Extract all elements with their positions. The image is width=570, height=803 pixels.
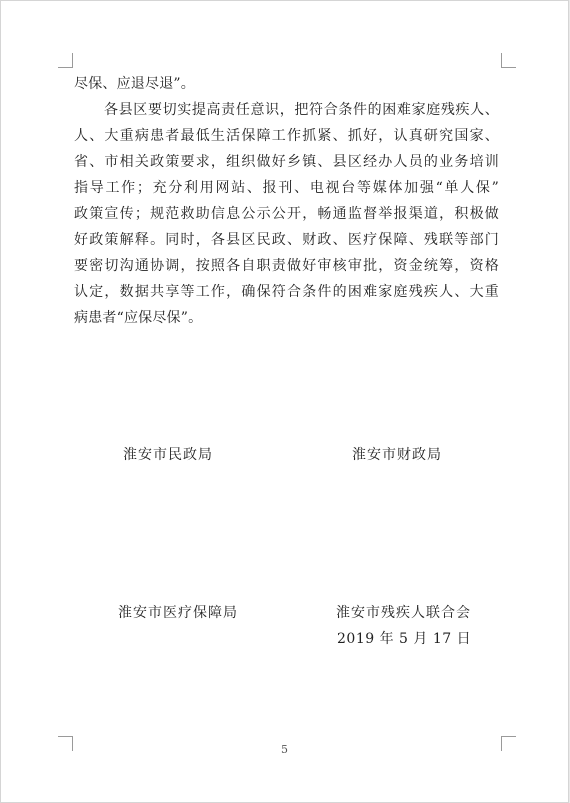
body-line-3: 人、大重病患者最低生活保障工作抓紧、抓好，认真研究国家、: [74, 128, 499, 144]
body-line-4: 省、市相关政策要求，组织做好乡镇、县区经办人员的业务培训: [74, 154, 499, 170]
body-line-8: 要密切沟通协调，按照各自职责做好审核审批，资金统筹，资格: [74, 258, 499, 274]
body-line-7: 好政策解释。同时，各县区民政、财政、医疗保障、残联等部门: [74, 232, 499, 248]
document-page: [1, 1, 568, 802]
body-line-5: 指导工作；充分利用网站、报刊、电视台等媒体加强“单人保”: [74, 180, 499, 196]
body-line-1: 尽保、应退尽退”。: [74, 76, 195, 92]
document-date: 2019 年 5 月 17 日: [337, 631, 472, 647]
signature-disabled-persons-federation: 淮安市残疾人联合会: [336, 605, 471, 621]
body-line-10: 病患者“应保尽保”。: [74, 310, 203, 326]
body-line-9: 认定，数据共享等工作，确保符合条件的困难家庭残疾人、大重: [74, 284, 499, 300]
signature-finance-bureau: 淮安市财政局: [352, 447, 442, 463]
crop-mark-top-left: [58, 53, 73, 68]
body-line-6: 政策宣传；规范救助信息公示公开，畅通监督举报渠道，积极做: [74, 206, 499, 222]
crop-mark-top-right: [501, 53, 516, 68]
signature-civil-affairs-bureau: 淮安市民政局: [123, 447, 213, 463]
signature-medical-security-bureau: 淮安市医疗保障局: [118, 605, 238, 621]
page-number: 5: [281, 743, 288, 756]
body-line-2: 各县区要切实提高责任意识，把符合条件的困难家庭残疾人、: [104, 102, 499, 118]
